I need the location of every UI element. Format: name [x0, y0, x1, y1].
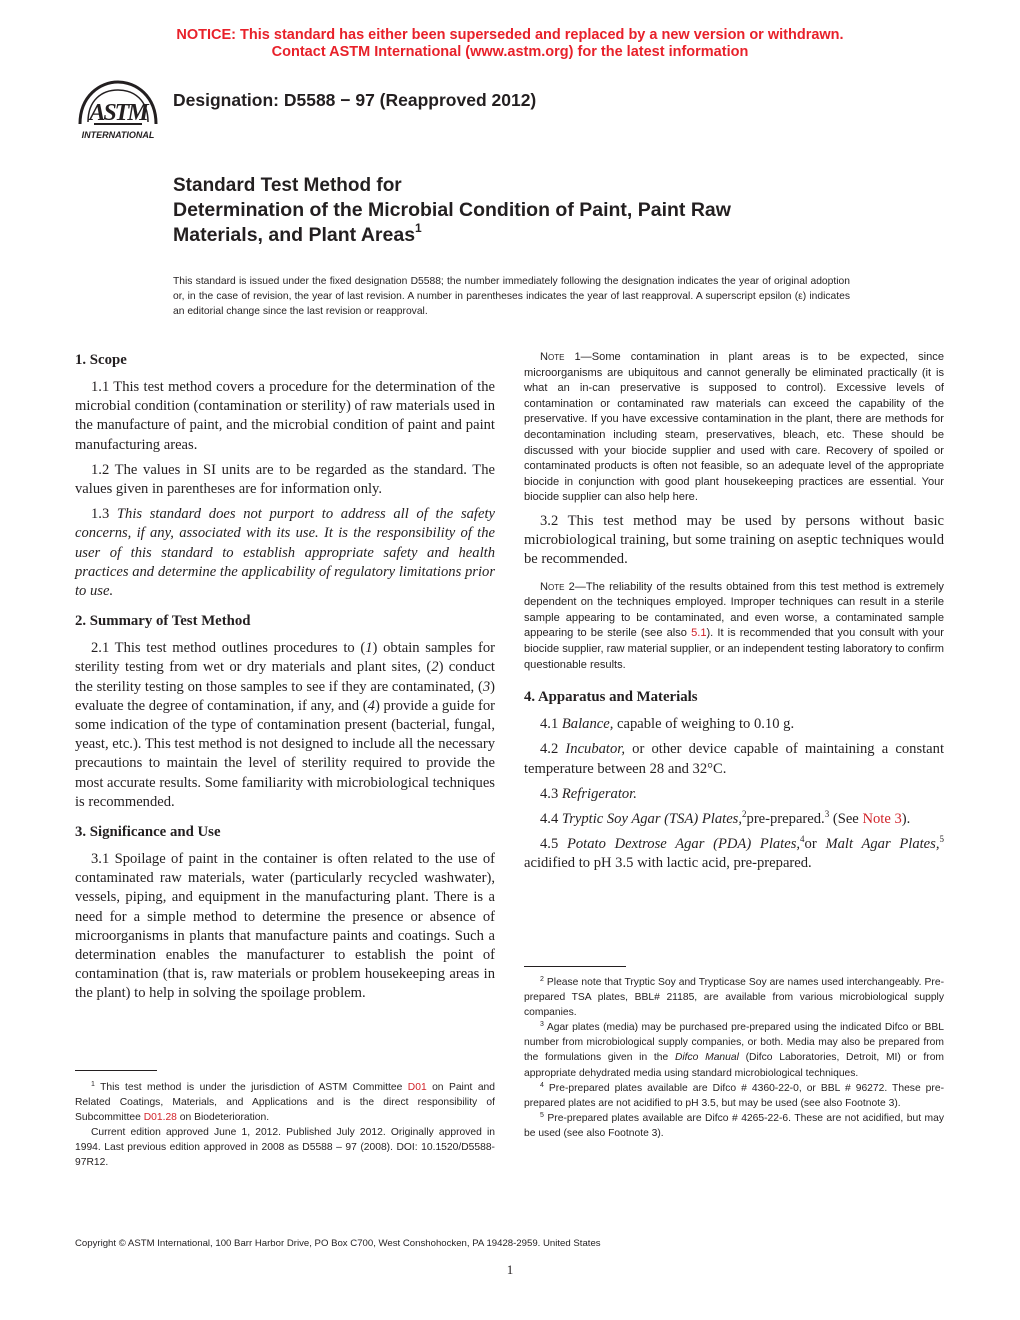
- section-significance: [75, 822, 495, 1004]
- section-summary: [75, 611, 495, 812]
- document-title: [173, 174, 873, 248]
- link-note-3[interactable]: Note 3: [862, 810, 902, 827]
- scope-1-3: 1.3 This standard does not purport to address all of the safety concerns, if any, associated with its use. It is the responsibility of the user of this standard to establish appropriate safety and health practices and determine the applicability of regulatory limitations prior to use.: [75, 506, 495, 600]
- link-d01[interactable]: D01: [407, 1082, 427, 1093]
- apparatus-4-2: 4.2 Incubator, or other device capable of maintaining a constant temperature between 28 and 32°C.: [524, 741, 945, 777]
- footnote-1: $^1$ This test method is under the jurisdiction of ASTM Committee D01 on Paint and Related Coatings, Materials, and Applications and is the direct responsibility of Subcommittee D01.28 on Biodeterioration.: [75, 1081, 496, 1124]
- apparatus-4-3: 4.3 Refrigerator.: [540, 785, 637, 802]
- link-5-1[interactable]: 5.1: [691, 627, 707, 640]
- title-line-1: Standard Test Method for: [173, 175, 402, 196]
- footnote-divider-right: [524, 966, 626, 967]
- logo-subtitle: INTERNATIONAL: [81, 130, 155, 140]
- link-d01-28[interactable]: D01.28: [143, 1112, 177, 1124]
- copyright-line: Copyright © ASTM International, 100 Barr Harbor Drive, PO Box C700, West Conshohocken, PA 19428-2959. United States: [75, 1238, 601, 1249]
- summary-2-1: 2.1 This test method outlines procedures to (1) obtain samples for sterility testing from wet or dry materials and plant sites, (2) conduct the sterility testing on those samples to see if they are contaminated, (3) evaluate the degree of contamination, if any, and (4) provide a guide for some indication of the type of contamination present (bacterial, fungal, yeast, etc.). This test method is not designed to include all the necessary precautions to maintain the level of sterility required to provide the most accurate results. Some familiarity with microbiological techniques is recommended.: [75, 640, 496, 810]
- title-line-3: Materials, and Plant Areas$^1$: [173, 221, 422, 246]
- logo-letters: ASTM: [89, 100, 147, 126]
- withdrawal-notice: [0, 27, 1020, 61]
- footnote-1-edition: Current edition approved June 1, 2012. Published July 2012. Originally approved in 1994. Last previous edition approved in 2008 as D5588 – 97 (2008). DOI: 10.1520/D5588-97R12.: [75, 1127, 495, 1169]
- footnote-divider-left: [75, 1070, 157, 1071]
- apparatus-heading: 4. Apparatus and Materials: [524, 689, 698, 706]
- significance-heading: 3. Significance and Use: [75, 824, 221, 841]
- footnote-ref-5[interactable]: 5: [939, 834, 944, 845]
- footnote-4: $^4$ Pre-prepared plates available are Difco # 4360-22-0, or BBL # 96272. These pre-prepared plates are not acidified to pH 3.5, but may be used (see also Footnote 3).: [524, 1081, 944, 1109]
- footnote-2: $^2$ Please note that Tryptic Soy and Trypticase Soy are names used interchangeably. Pre-prepared TSA plates, BBL# 21185, are available from various microbiological supply companies.: [524, 976, 944, 1019]
- section-scope: [75, 350, 495, 601]
- page-number: 1: [506, 1262, 514, 1277]
- notice-line-1: NOTICE: This standard has either been superseded and replaced by a new version or withdrawn.: [176, 27, 844, 43]
- left-column: [75, 350, 495, 1014]
- significance-3-1: 3.1 Spoilage of paint in the container is often related to the use of contaminated raw materials, water (particularly recycled washwater), vessels, piping, and equipment in the manufacturing plant. There is a need for a simple method to determine the presence or absence of microorganisms in plants that manufacture paints and coatings. Such a determination enables the manufacturer to establish the point of contamination (that is, raw materials or problem housekeeping areas in the plant) to help in solving the spoilage problem.: [75, 851, 495, 1002]
- astm-logo: [74, 78, 162, 144]
- footnote-ref-4[interactable]: 4: [800, 834, 805, 845]
- note-1: Note 1—Some contamination in plant areas is to be expected, since microorganisms are ubiquitous and cannot generally be eliminated practically (it is what an in-can preservative is supposed to control). Excessive levels of contamination or contaminated raw materials can exceed the capability of the preservative. If you have excessive contamination in the plant, there are methods for decontamination including steam, preservatives, bleach, etc. These should be discussed with your biocide supplier and used with care. Recovery of spoiled or contaminated products is often not feasible, so an adequate level of the appropriate biocide in conjunction with good plant housekeeping practices are essential. Your biocide supplier can also help here.: [524, 351, 944, 504]
- significance-3-2: 3.2 This test method may be used by persons without basic microbiological training, but some training on aseptic techniques would be recommended.: [524, 512, 944, 568]
- section-apparatus: [524, 687, 944, 873]
- summary-heading: 2. Summary of Test Method: [75, 613, 251, 630]
- apparatus-4-4: 4.4 Tryptic Soy Agar (TSA) Plates,$^2$pre-prepared.$^3$ (See Note 3).: [540, 808, 911, 827]
- issued-notice: This standard is issued under the fixed designation D5588; the number immediately following the designation indicates the year of original adoption or, in the case of revision, the year of last revision. A number in parentheses indicates the year of last reapproval. A superscript epsilon (ε) indicates an editorial change since the last revision or reapproval.: [173, 276, 850, 317]
- footnotes-right: [524, 975, 944, 1141]
- footnote-3: $^3$ Agar plates (media) may be purchased pre-prepared using the indicated Difco or BBL number from microbiological supply companies, or both. Media may also be prepared from the formulations given in the Difco Manual (Difco Laboratories, Detroit, MI) or from appropriate dehydrated media using standard microbiological techniques.: [524, 1021, 944, 1079]
- footnote-ref-3[interactable]: 3: [824, 808, 830, 819]
- apparatus-4-1: 4.1 Balance, capable of weighing to 0.10 g.: [540, 716, 795, 733]
- right-column: [524, 350, 944, 884]
- scope-heading: 1. Scope: [75, 352, 127, 368]
- footnote-5: $^5$ Pre-prepared plates available are Difco # 4265-22-6. These are not acidified, but may be used (see also Footnote 3).: [524, 1111, 944, 1139]
- notice-line-2: Contact ASTM International (www.astm.org) for the latest information: [271, 44, 749, 60]
- designation: Designation: D5588 − 97 (Reapproved 2012): [173, 90, 537, 110]
- apparatus-4-5: 4.5 Potato Dextrose Agar (PDA) Plates,$^4$or Malt Agar Plates,$^5$ acidified to pH 3.5 with lactic acid, pre-prepared.: [524, 834, 944, 872]
- title-footnote-ref[interactable]: 1: [415, 221, 422, 235]
- astm-logo-mark: [74, 78, 162, 144]
- footnotes-left: [75, 1080, 495, 1171]
- title-line-2: Determination of the Microbial Condition of Paint, Paint Raw: [173, 199, 731, 221]
- footnote-ref-2[interactable]: 2: [742, 808, 747, 819]
- scope-1-1: 1.1 This test method covers a procedure for the determination of the microbial condition (contamination or sterility) of raw materials used in the manufacture of paint, and the microbial condition of paint and paint manufacturing areas.: [75, 379, 495, 453]
- scope-1-2: 1.2 The values in SI units are to be regarded as the standard. The values given in parentheses are for information only.: [75, 461, 495, 498]
- note-2: Note 2—The reliability of the results obtained from this test method is extremely dependent on the techniques employed. Improper techniques can result in a sterile sample appearing to be contaminated, and even worse, a contaminated sample appearing to be sterile (see also 5.1). It is recommended that you consult with your biocide supplier, raw material supplier, or an independent testing laboratory to confirm questionable results.: [524, 580, 944, 671]
